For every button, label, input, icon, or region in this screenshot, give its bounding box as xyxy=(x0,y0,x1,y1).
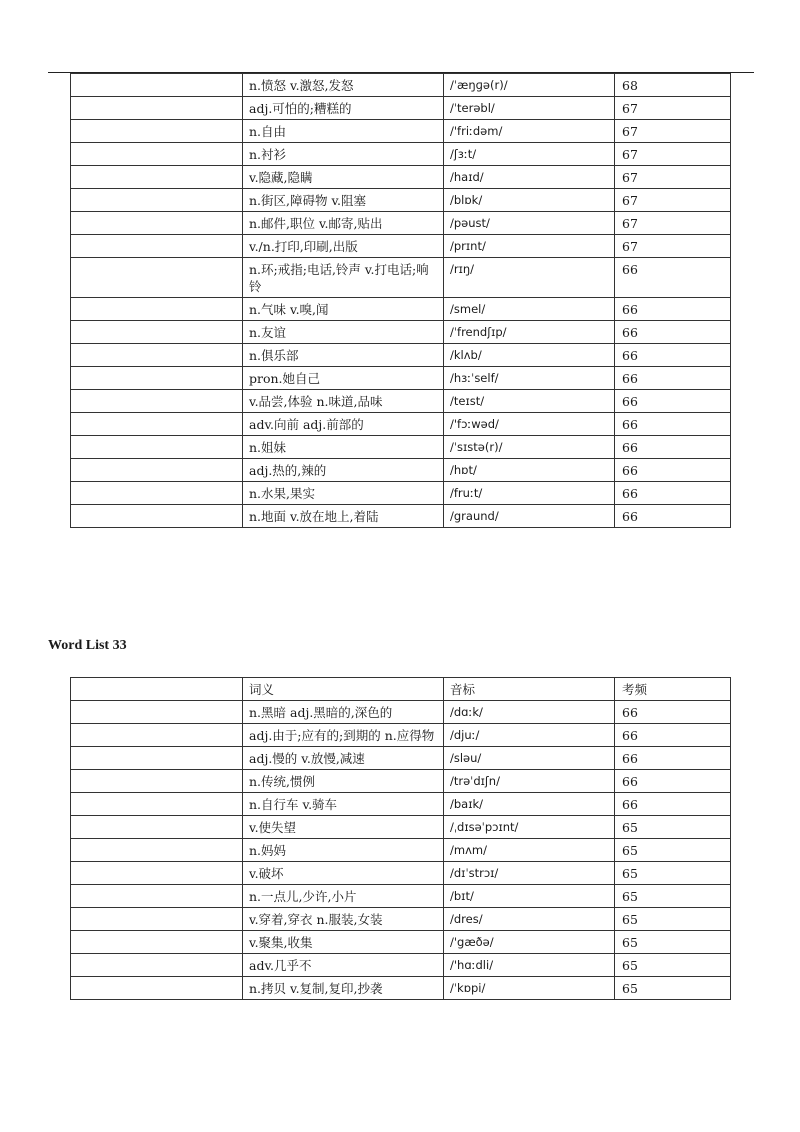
frequency-cell: 67 xyxy=(615,235,731,258)
word-list-33-title: Word List 33 xyxy=(48,638,127,653)
table-row xyxy=(71,839,731,862)
frequency-cell: 66 xyxy=(615,258,731,298)
table-row xyxy=(71,977,731,1000)
word-cell xyxy=(71,793,243,816)
word-cell xyxy=(71,120,243,143)
word-list-33-body xyxy=(71,701,731,1000)
phonetic-cell: /bɪt/ xyxy=(444,885,615,908)
frequency-cell: 67 xyxy=(615,97,731,120)
phonetic-cell: /pəust/ xyxy=(444,212,615,235)
meaning-cell: n.一点儿,少许,小片 xyxy=(243,885,444,908)
frequency-cell: 65 xyxy=(615,839,731,862)
word-cell xyxy=(71,235,243,258)
word-cell xyxy=(71,977,243,1000)
meaning-cell: v.品尝,体验 n.味道,品味 xyxy=(243,390,444,413)
meaning-cell: n.水果,果实 xyxy=(243,482,444,505)
table-row xyxy=(71,258,731,298)
meaning-cell: n.自行车 v.骑车 xyxy=(243,793,444,816)
phonetic-cell: /'fɔːwəd/ xyxy=(444,413,615,436)
frequency-cell: 66 xyxy=(615,367,731,390)
frequency-cell: 66 xyxy=(615,770,731,793)
frequency-cell: 66 xyxy=(615,505,731,528)
word-cell xyxy=(71,212,243,235)
frequency-cell: 66 xyxy=(615,413,731,436)
phonetic-cell: /graund/ xyxy=(444,505,615,528)
word-list-32-table xyxy=(70,73,731,528)
word-cell xyxy=(71,931,243,954)
frequency-cell: 66 xyxy=(615,390,731,413)
word-cell xyxy=(71,954,243,977)
frequency-cell: 66 xyxy=(615,344,731,367)
frequency-cell: 65 xyxy=(615,908,731,931)
meaning-cell: v.使失望 xyxy=(243,816,444,839)
frequency-cell: 66 xyxy=(615,436,731,459)
phonetic-cell: /ˈsɪstə(r)/ xyxy=(444,436,615,459)
frequency-cell: 67 xyxy=(615,166,731,189)
word-cell xyxy=(71,724,243,747)
phonetic-cell: /hɜːˈself/ xyxy=(444,367,615,390)
word-cell xyxy=(71,367,243,390)
meaning-cell: adj.热的,辣的 xyxy=(243,459,444,482)
table-row xyxy=(71,505,731,528)
table-row xyxy=(71,793,731,816)
meaning-cell: n.街区,障碍物 v.阻塞 xyxy=(243,189,444,212)
word-list-33-table xyxy=(70,677,731,1000)
table-row xyxy=(71,770,731,793)
frequency-cell: 66 xyxy=(615,701,731,724)
word-cell xyxy=(71,298,243,321)
frequency-cell: 66 xyxy=(615,482,731,505)
phonetic-cell: /rɪŋ/ xyxy=(444,258,615,298)
table-row xyxy=(71,885,731,908)
word-cell xyxy=(71,839,243,862)
table-row xyxy=(71,298,731,321)
meaning-cell: n.气味 v.嗅,闻 xyxy=(243,298,444,321)
meaning-cell: n.拷贝 v.复制,复印,抄袭 xyxy=(243,977,444,1000)
meaning-cell: adv.向前 adj.前部的 xyxy=(243,413,444,436)
phonetic-cell: /dres/ xyxy=(444,908,615,931)
table-row xyxy=(71,212,731,235)
word-cell xyxy=(71,482,243,505)
frequency-cell: 65 xyxy=(615,977,731,1000)
word-cell xyxy=(71,885,243,908)
meaning-cell: n.地面 v.放在地上,着陆 xyxy=(243,505,444,528)
table-row xyxy=(71,482,731,505)
table-row xyxy=(71,189,731,212)
table-row xyxy=(71,724,731,747)
meaning-cell: adj.由于;应有的;到期的 n.应得物 xyxy=(243,724,444,747)
table-row xyxy=(71,235,731,258)
table-row xyxy=(71,816,731,839)
word-cell xyxy=(71,189,243,212)
frequency-cell: 67 xyxy=(615,143,731,166)
phonetic-cell: /ʃɜːt/ xyxy=(444,143,615,166)
header-frequency: 考频 xyxy=(615,678,731,701)
meaning-cell: v./n.打印,印刷,出版 xyxy=(243,235,444,258)
word-cell xyxy=(71,390,243,413)
table-row xyxy=(71,321,731,344)
frequency-cell: 68 xyxy=(615,74,731,97)
phonetic-cell: /trəˈdɪʃn/ xyxy=(444,770,615,793)
phonetic-cell: /fruːt/ xyxy=(444,482,615,505)
frequency-cell: 66 xyxy=(615,724,731,747)
frequency-cell: 65 xyxy=(615,862,731,885)
word-cell xyxy=(71,908,243,931)
meaning-cell: v.穿着,穿衣 n.服装,女装 xyxy=(243,908,444,931)
phonetic-cell: /ˈterəbl/ xyxy=(444,97,615,120)
phonetic-cell: /'gæðə/ xyxy=(444,931,615,954)
meaning-cell: n.姐妹 xyxy=(243,436,444,459)
phonetic-cell: /haɪd/ xyxy=(444,166,615,189)
phonetic-cell: /prɪnt/ xyxy=(444,235,615,258)
phonetic-cell: /djuː/ xyxy=(444,724,615,747)
meaning-cell: n.衬衫 xyxy=(243,143,444,166)
frequency-cell: 65 xyxy=(615,885,731,908)
phonetic-cell: /mʌm/ xyxy=(444,839,615,862)
meaning-cell: n.黑暗 adj.黑暗的,深色的 xyxy=(243,701,444,724)
word-cell xyxy=(71,344,243,367)
meaning-cell: v.聚集,收集 xyxy=(243,931,444,954)
table-row xyxy=(71,908,731,931)
word-cell xyxy=(71,74,243,97)
phonetic-cell: /'friːdəm/ xyxy=(444,120,615,143)
frequency-cell: 66 xyxy=(615,793,731,816)
meaning-cell: pron.她自己 xyxy=(243,367,444,390)
meaning-cell: n.邮件,职位 v.邮寄,贴出 xyxy=(243,212,444,235)
meaning-cell: n.传统,惯例 xyxy=(243,770,444,793)
table-row xyxy=(71,862,731,885)
word-cell xyxy=(71,143,243,166)
table-row xyxy=(71,120,731,143)
phonetic-cell: /dɑːk/ xyxy=(444,701,615,724)
phonetic-cell: /ˈkɒpi/ xyxy=(444,977,615,1000)
table-row xyxy=(71,413,731,436)
word-cell xyxy=(71,862,243,885)
table-row xyxy=(71,367,731,390)
table-row xyxy=(71,747,731,770)
word-cell xyxy=(71,701,243,724)
word-cell xyxy=(71,413,243,436)
word-list-32-body xyxy=(71,74,731,528)
table-row xyxy=(71,931,731,954)
phonetic-cell: /hɒt/ xyxy=(444,459,615,482)
frequency-cell: 67 xyxy=(615,120,731,143)
phonetic-cell: /sləu/ xyxy=(444,747,615,770)
table-row xyxy=(71,143,731,166)
phonetic-cell: /ˈfrendʃɪp/ xyxy=(444,321,615,344)
frequency-cell: 65 xyxy=(615,954,731,977)
word-cell xyxy=(71,816,243,839)
frequency-cell: 66 xyxy=(615,321,731,344)
frequency-cell: 66 xyxy=(615,459,731,482)
meaning-cell: n.俱乐部 xyxy=(243,344,444,367)
phonetic-cell: /smel/ xyxy=(444,298,615,321)
frequency-cell: 67 xyxy=(615,189,731,212)
phonetic-cell: /'hɑːdli/ xyxy=(444,954,615,977)
word-cell xyxy=(71,747,243,770)
word-cell xyxy=(71,166,243,189)
table-row xyxy=(71,344,731,367)
phonetic-cell: /ˌdɪsəˈpɔɪnt/ xyxy=(444,816,615,839)
meaning-cell: n.环;戒指;电话,铃声 v.打电话;响铃 xyxy=(243,258,444,298)
frequency-cell: 66 xyxy=(615,747,731,770)
word-cell xyxy=(71,321,243,344)
table-header-row xyxy=(71,678,731,701)
frequency-cell: 65 xyxy=(615,931,731,954)
table-row xyxy=(71,74,731,97)
word-cell xyxy=(71,505,243,528)
phonetic-cell: /dɪˈstrɔɪ/ xyxy=(444,862,615,885)
word-cell xyxy=(71,97,243,120)
table-row xyxy=(71,701,731,724)
meaning-cell: n.愤怒 v.激怒,发怒 xyxy=(243,74,444,97)
frequency-cell: 66 xyxy=(615,298,731,321)
word-cell xyxy=(71,258,243,298)
frequency-cell: 67 xyxy=(615,212,731,235)
phonetic-cell: /teɪst/ xyxy=(444,390,615,413)
meaning-cell: v.破坏 xyxy=(243,862,444,885)
table-row xyxy=(71,390,731,413)
phonetic-cell: /baɪk/ xyxy=(444,793,615,816)
table-row xyxy=(71,436,731,459)
meaning-cell: adv.几乎不 xyxy=(243,954,444,977)
table-row xyxy=(71,166,731,189)
word-cell xyxy=(71,770,243,793)
table-row xyxy=(71,459,731,482)
meaning-cell: adj.慢的 v.放慢,减速 xyxy=(243,747,444,770)
table-row xyxy=(71,954,731,977)
word-cell xyxy=(71,436,243,459)
phonetic-cell: /blɒk/ xyxy=(444,189,615,212)
phonetic-cell: /klʌb/ xyxy=(444,344,615,367)
meaning-cell: v.隐藏,隐瞒 xyxy=(243,166,444,189)
meaning-cell: n.自由 xyxy=(243,120,444,143)
header-word-cell xyxy=(71,678,243,701)
header-phonetic: 音标 xyxy=(444,678,615,701)
table-row xyxy=(71,97,731,120)
phonetic-cell: /ˈæŋɡə(r)/ xyxy=(444,74,615,97)
header-meaning: 词义 xyxy=(243,678,444,701)
meaning-cell: n.妈妈 xyxy=(243,839,444,862)
meaning-cell: n.友谊 xyxy=(243,321,444,344)
frequency-cell: 65 xyxy=(615,816,731,839)
word-cell xyxy=(71,459,243,482)
meaning-cell: adj.可怕的;糟糕的 xyxy=(243,97,444,120)
